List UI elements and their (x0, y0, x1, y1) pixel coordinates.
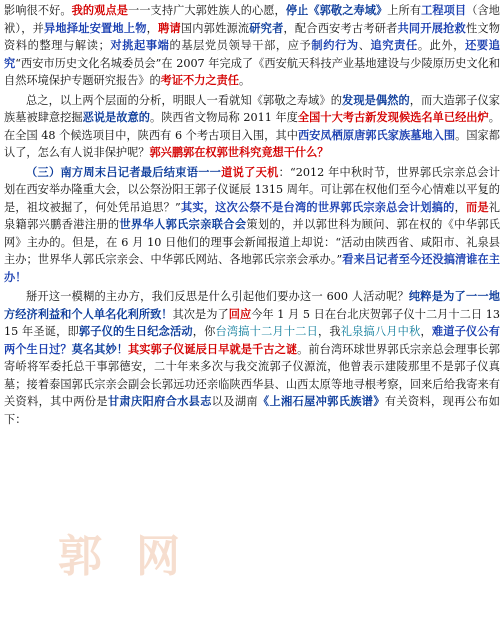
text-segment: ：“2012 年中秋时节，世界郭氏宗亲总会计划在西安举办隆重大会，以公祭汾阳王郭子仪诞辰 1315 周年。可让郭在权他们至今心情难以平复的是，祖坟被掘了，何处凭吊追思？” (4, 165, 500, 214)
text-segment: 其实，这次公祭不是台湾的世界郭氏宗亲总会计划搞的 (180, 199, 455, 214)
text-segment: ， (420, 325, 432, 338)
text-segment: 回应 (228, 306, 252, 321)
text-segment: 难道子仪公有两个生日过？ (4, 324, 500, 356)
text-segment: ，你 (192, 325, 216, 338)
text-segment: 停止《郭敬之寿域》 (285, 3, 388, 17)
text-segment: 我的观点是 (71, 3, 129, 17)
text-segment: 工程项目 (421, 3, 467, 17)
text-segment: 莫名其妙！ (71, 341, 129, 356)
text-segment: 、 (358, 39, 371, 52)
text-segment: ， (146, 21, 159, 35)
text-segment: 。此外， (417, 39, 466, 52)
text-segment: 世界华人郭氏宗亲联合会 (119, 217, 247, 231)
text-segment: 郭子仪的生日纪念活动 (78, 324, 193, 338)
text-segment: 掰开这一模糊的主办方，我们反思是什么引起他们要办这一 600 人活动呢？ (26, 290, 409, 303)
text-segment: （三）南方周末吕记者最后结束语一一 (26, 164, 222, 179)
paragraph-2 (4, 92, 500, 162)
text-segment: 。 (238, 74, 251, 87)
text-segment: 的基层党员领导干部，应予 (169, 39, 312, 52)
text-segment: 共同开展抢救 (397, 20, 466, 35)
text-segment: 国内郭姓源流 (180, 21, 250, 35)
text-segment: 一一支持广大郭姓族人的心愿， (128, 4, 286, 17)
text-segment: 制约行为 (311, 38, 359, 52)
text-segment: ，而大造郭子仪家族墓被肆意挖掘 (4, 93, 500, 124)
paragraph-1 (4, 2, 500, 90)
text-segment: 总之，以上两个层面的分析，明眼人一看就知《郭敬之寿域》的 (26, 93, 343, 107)
text-segment: 今年 1 月 5 日在台北庆贺郭子仪十二月十二日 1315 年圣诞，即 (4, 307, 500, 338)
text-segment: 。国家都认了，怎么有人说非保护呢？ (4, 128, 500, 159)
text-segment: 策划的，并以郭世科为顾问、郭在权的《中华郭氏网》主办的。但是，在 6 月 10 日他们的理事会新闻报道上却说：“活动由陕西省、咸阳市、礼泉县主办；世界华人郭氏宗亲会、中华郭氏网站、各地郭氏宗亲会承办。” (4, 218, 500, 266)
text-segment: ， (454, 200, 466, 214)
text-segment: 聘请 (158, 20, 181, 35)
text-segment: 看来吕记者至今还没搞清谁在主办！ (4, 252, 500, 284)
text-segment: 其次是为了 (172, 307, 229, 321)
text-segment: 。陕西省文物局称 2011 年度 (149, 111, 298, 124)
text-segment: 上所有 (387, 4, 422, 17)
text-segment: 礼泉搞八月中秋 (340, 325, 421, 338)
text-segment: 其实郭子仪诞辰日早就是千古之谜 (128, 341, 298, 356)
text-segment: 西安凤栖原唐郭氏家族墓地入围 (297, 127, 456, 142)
paragraph-4 (4, 288, 500, 428)
text-segment: 发现是偶然的 (342, 92, 410, 107)
text-segment: （含地袱），并 (4, 4, 500, 35)
text-segment: 追究责任 (370, 38, 418, 52)
text-segment: 影响很不好。 (4, 4, 72, 17)
text-segment: 《上湘石屋冲郭氏族谱》 (257, 394, 385, 408)
article-body (4, 2, 500, 428)
text-segment: 性文物资料的整理与解读； (4, 21, 500, 52)
text-segment: 以及湖南 (211, 395, 258, 408)
text-segment: ，配合西安考古考研者 (283, 21, 398, 35)
text-segment: 异地择址安置地上物 (44, 20, 147, 35)
text-segment: 恶说是故意的 (82, 110, 150, 124)
text-segment: 纯粹是为了一一地方经济利益和个人单名化利所致！ (4, 289, 500, 321)
text-segment: 有关资料，现再公布如下： (4, 395, 500, 426)
text-segment: 台湾搞十二月十二日 (215, 325, 318, 338)
text-segment: 甘肃庆阳府合水县志 (107, 394, 212, 408)
text-segment: 还要追究 (4, 38, 500, 70)
text-segment: 郭兴鹏郭在权郭世科究竟想干什么？ (149, 145, 329, 159)
text-segment: 考证不力之责任 (160, 73, 239, 87)
text-segment: 研究者 (249, 20, 284, 35)
text-segment: 道说了天机 (221, 164, 279, 179)
text-segment: 全国十大考古新发现候选名单已经出炉 (297, 110, 489, 124)
text-segment: 对挑起事端 (109, 38, 170, 52)
text-segment: ，我 (317, 325, 341, 338)
paragraph-3-heading (4, 164, 500, 287)
text-segment: 。在全国 48 个候选项目中，陕西有 6 个考古项目入围，其中 (4, 111, 500, 142)
text-segment: 礼泉籍郭兴鹏香港注册的 (4, 200, 500, 231)
text-segment: “西安市历史文化名城委员会”在 2007 年完成了《西安航天科技产业基地建设与少陵原历史文化和自然环境保护专题研究报告》的 (4, 56, 500, 87)
text-segment: 。前台湾环球世界郭氏宗亲总会理事长郭寄峤将军委托总干事郭德安，二十年来多次与我交流郭子仪源流，他曾表示建陵那里不是郭子仪真墓；接着泰国郭氏宗亲会副会长郭远功还亲临陕西华县、山西太原等地寻根考察，回来后给我寄来有关资料，其中两份是 (4, 342, 500, 408)
watermark-text: 郭网 (58, 531, 214, 582)
text-segment: 而是 (465, 199, 489, 214)
